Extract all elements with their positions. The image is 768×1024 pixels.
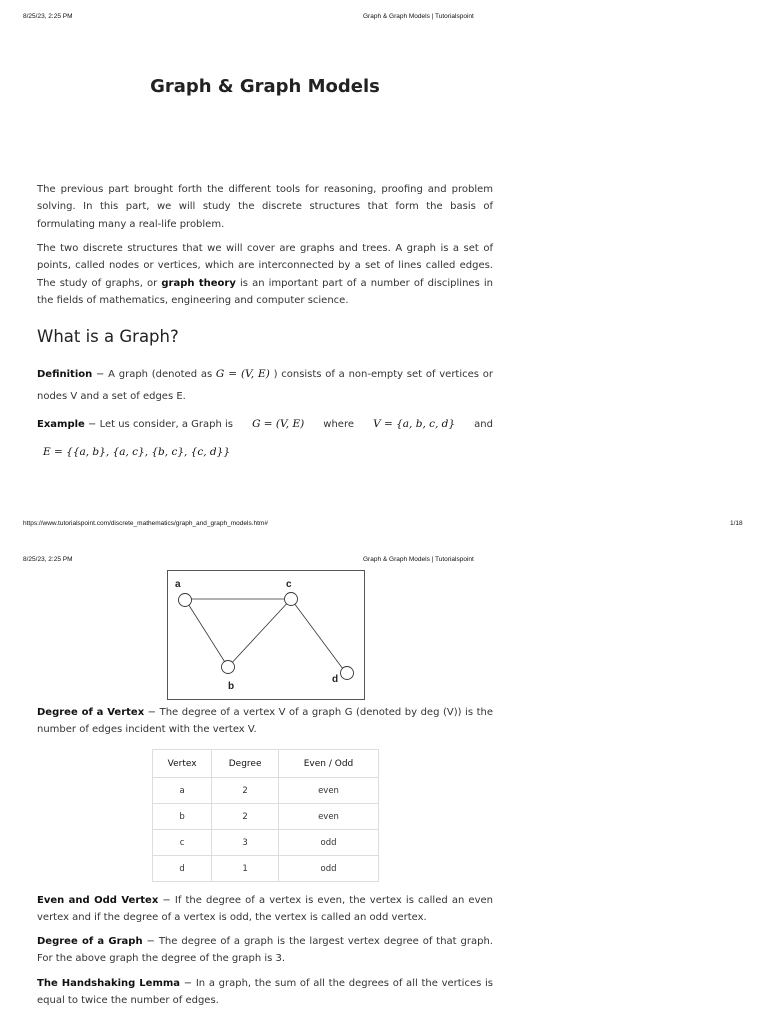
example-math-e: E = {{a, b}, {a, c}, {b, c}, {c, d}} — [43, 446, 230, 459]
edge-c-d — [291, 599, 346, 673]
print-footer-url: https://www.tutorialspoint.com/discrete_mathematics/graph_and_graph_models.htm# — [23, 520, 268, 527]
table-cell: d — [153, 856, 212, 882]
graph-theory-term: graph theory — [161, 277, 236, 289]
even-odd-text: − If the degree of a vertex is even, the vertex is called an even vertex and if the degree of a vertex is odd, the vertex is called an odd vertex. — [37, 895, 493, 924]
definition-text-end: ) consists of a non-empty set of vertices or nodes V and a set of edges E. — [37, 369, 493, 402]
example-paragraph — [37, 416, 493, 462]
definition-math: G = (V, E) — [215, 368, 270, 380]
vertex-a — [179, 594, 192, 607]
intro-p2-text-end: is an important part of a number of disciplines in the fields of mathematics, engineering and computer science. — [37, 277, 493, 306]
edge-b-c — [228, 599, 291, 667]
print-header-title-2: Graph & Graph Models | Tutorialspoint — [363, 556, 474, 563]
definition-term: Definition — [37, 369, 93, 380]
handshake-text: − In a graph, the sum of all the degrees of all the vertices is equal to twice the number of edges. — [37, 978, 493, 1007]
degree-graph-paragraph — [37, 933, 493, 968]
example-text: − Let us consider, a Graph is — [84, 419, 233, 430]
table-cell: even — [279, 778, 379, 804]
table-cell: a — [153, 778, 212, 804]
table-cell: 3 — [212, 830, 279, 856]
table-row — [153, 830, 379, 856]
table-cell: c — [153, 830, 212, 856]
table-cell: 2 — [212, 804, 279, 830]
example-term: Example — [37, 419, 85, 430]
vertex-a-label: a — [175, 579, 181, 590]
degree-graph-term: Degree of a Graph — [37, 936, 143, 947]
table-cell: b — [153, 804, 212, 830]
table-header-row — [153, 750, 379, 778]
definition-text: − A graph (denoted as — [92, 369, 216, 380]
print-header-title: Graph & Graph Models | Tutorialspoint — [363, 13, 474, 20]
section-heading: What is a Graph? — [37, 327, 179, 346]
degree-table — [152, 749, 379, 882]
table-header-even-odd: Even / Odd — [279, 750, 379, 778]
table-cell: odd — [279, 856, 379, 882]
even-odd-term: Even and Odd Vertex — [37, 895, 159, 906]
graph-figure — [167, 570, 365, 700]
table-cell: odd — [279, 830, 379, 856]
even-odd-paragraph — [37, 892, 493, 927]
print-footer-page: 1/18 — [730, 520, 743, 527]
handshake-term: The Handshaking Lemma — [37, 978, 181, 989]
vertex-b — [222, 661, 235, 674]
edge-a-b — [185, 599, 228, 667]
vertex-c — [285, 593, 298, 606]
example-math-v: V = {a, b, c, d} — [373, 418, 456, 430]
vertex-d — [341, 667, 354, 680]
table-cell: even — [279, 804, 379, 830]
table-cell: 1 — [212, 856, 279, 882]
page-title: Graph & Graph Models — [150, 76, 380, 98]
vertex-d-label: d — [332, 674, 339, 685]
print-header-date-2: 8/25/23, 2:25 PM — [23, 556, 73, 563]
table-header-vertex: Vertex — [153, 750, 212, 778]
vertex-c-label: c — [286, 579, 292, 590]
table-row — [153, 778, 379, 804]
table-header-degree: Degree — [212, 750, 279, 778]
table-row — [153, 856, 379, 882]
intro-paragraph-2 — [37, 240, 493, 309]
handshake-paragraph — [37, 975, 493, 1010]
graph-diagram — [168, 571, 364, 699]
table-row — [153, 804, 379, 830]
print-header-date: 8/25/23, 2:25 PM — [23, 13, 73, 20]
degree-vertex-text: − The degree of a vertex V of a graph G (denoted by deg (V)) is the number of edges incident with the vertex V. — [37, 707, 493, 736]
example-math-g: G = (V, E) — [252, 418, 305, 430]
example-and: and — [474, 419, 493, 430]
example-where: where — [323, 419, 354, 430]
degree-graph-text: − The degree of a graph is the largest vertex degree of that graph. For the above graph the degree of the graph is 3. — [37, 936, 493, 965]
intro-paragraph-1: The previous part brought forth the different tools for reasoning, proofing and problem solving. In this part, we will study the discrete structures that form the basis of formulating many a real-life problem. — [37, 184, 493, 230]
degree-vertex-term: Degree of a Vertex — [37, 707, 145, 718]
degree-vertex-paragraph — [37, 704, 493, 739]
definition-paragraph — [37, 363, 493, 408]
intro-p2-text: The two discrete structures that we will cover are graphs and trees. A graph is a set of points, called nodes or vertices, which are interconnected by a set of lines called edges. The study of graphs, or — [37, 243, 493, 289]
table-cell: 2 — [212, 778, 279, 804]
vertex-b-label: b — [228, 681, 235, 692]
